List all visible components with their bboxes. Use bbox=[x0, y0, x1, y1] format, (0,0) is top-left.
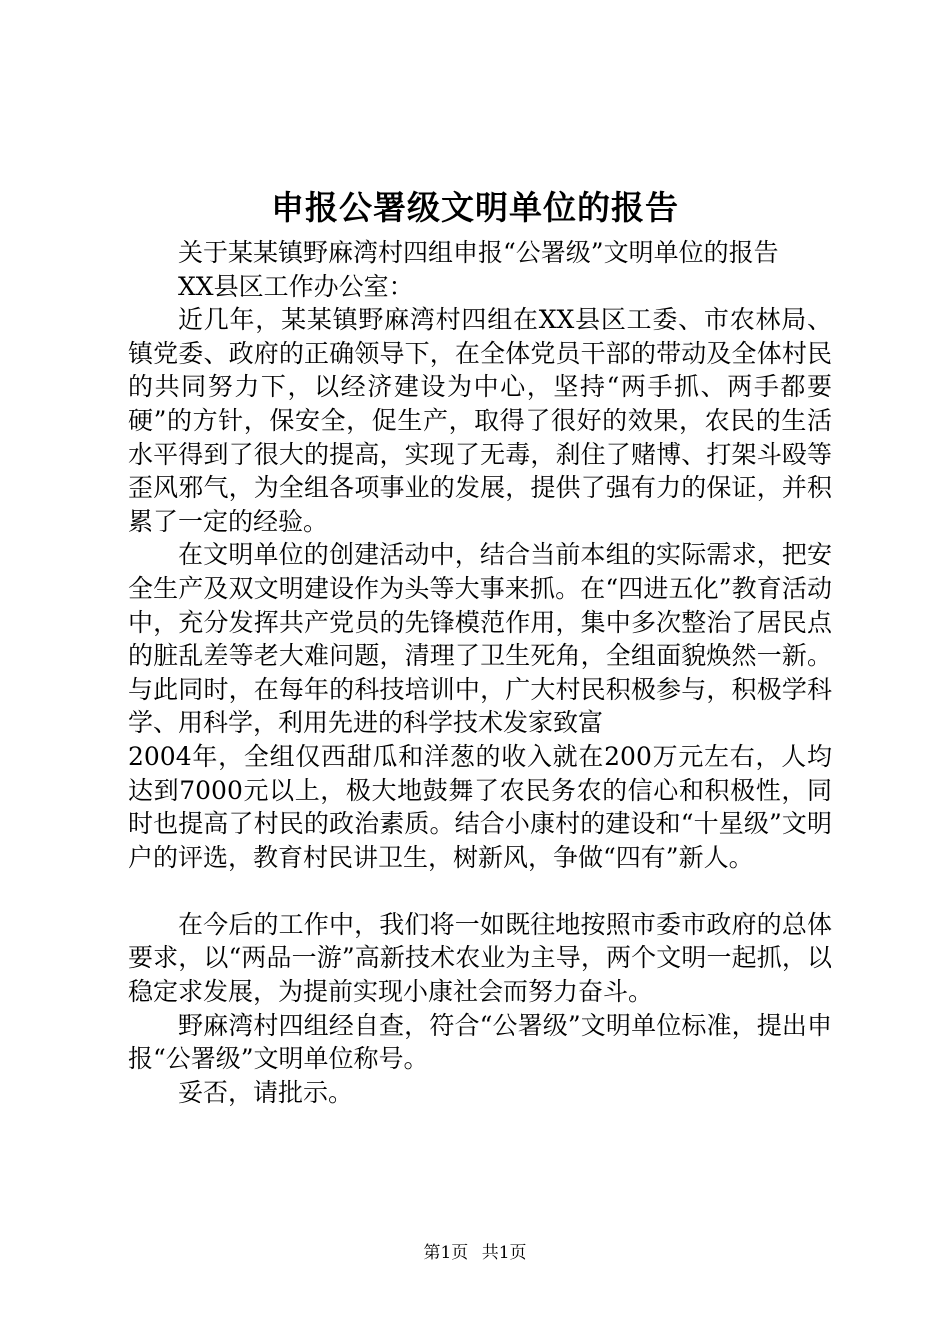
paragraph-civilization-activities: 在文明单位的创建活动中，结合当前本组的实际需求，把安全生产及双文明建设作为头等大事来抓。在“四进五化”教育活动中，充分发挥共产党员的先锋模范作用，集中多次整治了居民点的脏乱差等老大难问题，清理了卫生死角，全组面貌焕然一新。与此同时，在每年的科技培训中，广大村民积极参与，积极学科学、用科学，利用先进的科学技术发家致富 bbox=[128, 540, 832, 738]
paragraph-gap bbox=[128, 874, 832, 908]
paragraph-income-2004: 2004年，全组仅西甜瓜和洋葱的收入就在200万元左右，人均达到7000元以上，极大地鼓舞了农民务农的信心和积极性，同时也提高了村民的政治素质。结合小康村的建设和“十星级”文明户的评选，教育村民讲卫生，树新风，争做“四有”新人。 bbox=[128, 741, 832, 872]
paragraph-achievements: 近几年，某某镇野麻湾村四组在XX县区工委、市农林局、镇党委、政府的正确领导下，在全体党员干部的带动及全体村民的共同努力下，以经济建设为中心，坚持“两手抓、两手都要硬”的方针，保安全，促生产，取得了很好的效果，农民的生活水平得到了很大的提高，实现了无毒，刹住了赌博、打架斗殴等歪风邪气，为全组各项事业的发展，提供了强有力的保证，并积累了一定的经验。 bbox=[128, 305, 832, 536]
page-number-total: 共1页 bbox=[481, 1243, 527, 1263]
closing-request: 妥否，请批示。 bbox=[178, 1077, 354, 1107]
document-title: 申报公署级文明单位的报告 bbox=[271, 188, 679, 227]
report-subject-line: 关于某某镇野麻湾村四组申报“公署级”文明单位的报告 bbox=[178, 238, 779, 267]
addressee-line: XX县区工作办公室： bbox=[178, 271, 414, 301]
paragraph-application: 野麻湾村四组经自查，符合“公署级”文明单位标准，提出申报“公署级”文明单位称号。 bbox=[128, 1010, 832, 1074]
document-body bbox=[128, 236, 832, 1109]
page-footer bbox=[0, 1242, 950, 1264]
page-number-current: 第1页 bbox=[423, 1243, 469, 1263]
paragraph-future-work: 在今后的工作中，我们将一如既往地按照市委市政府的总体要求，以“两品一游”高新技术农业为主导，两个文明一起抓，以稳定求发展，为提前实现小康社会而努力奋斗。 bbox=[128, 909, 832, 1007]
